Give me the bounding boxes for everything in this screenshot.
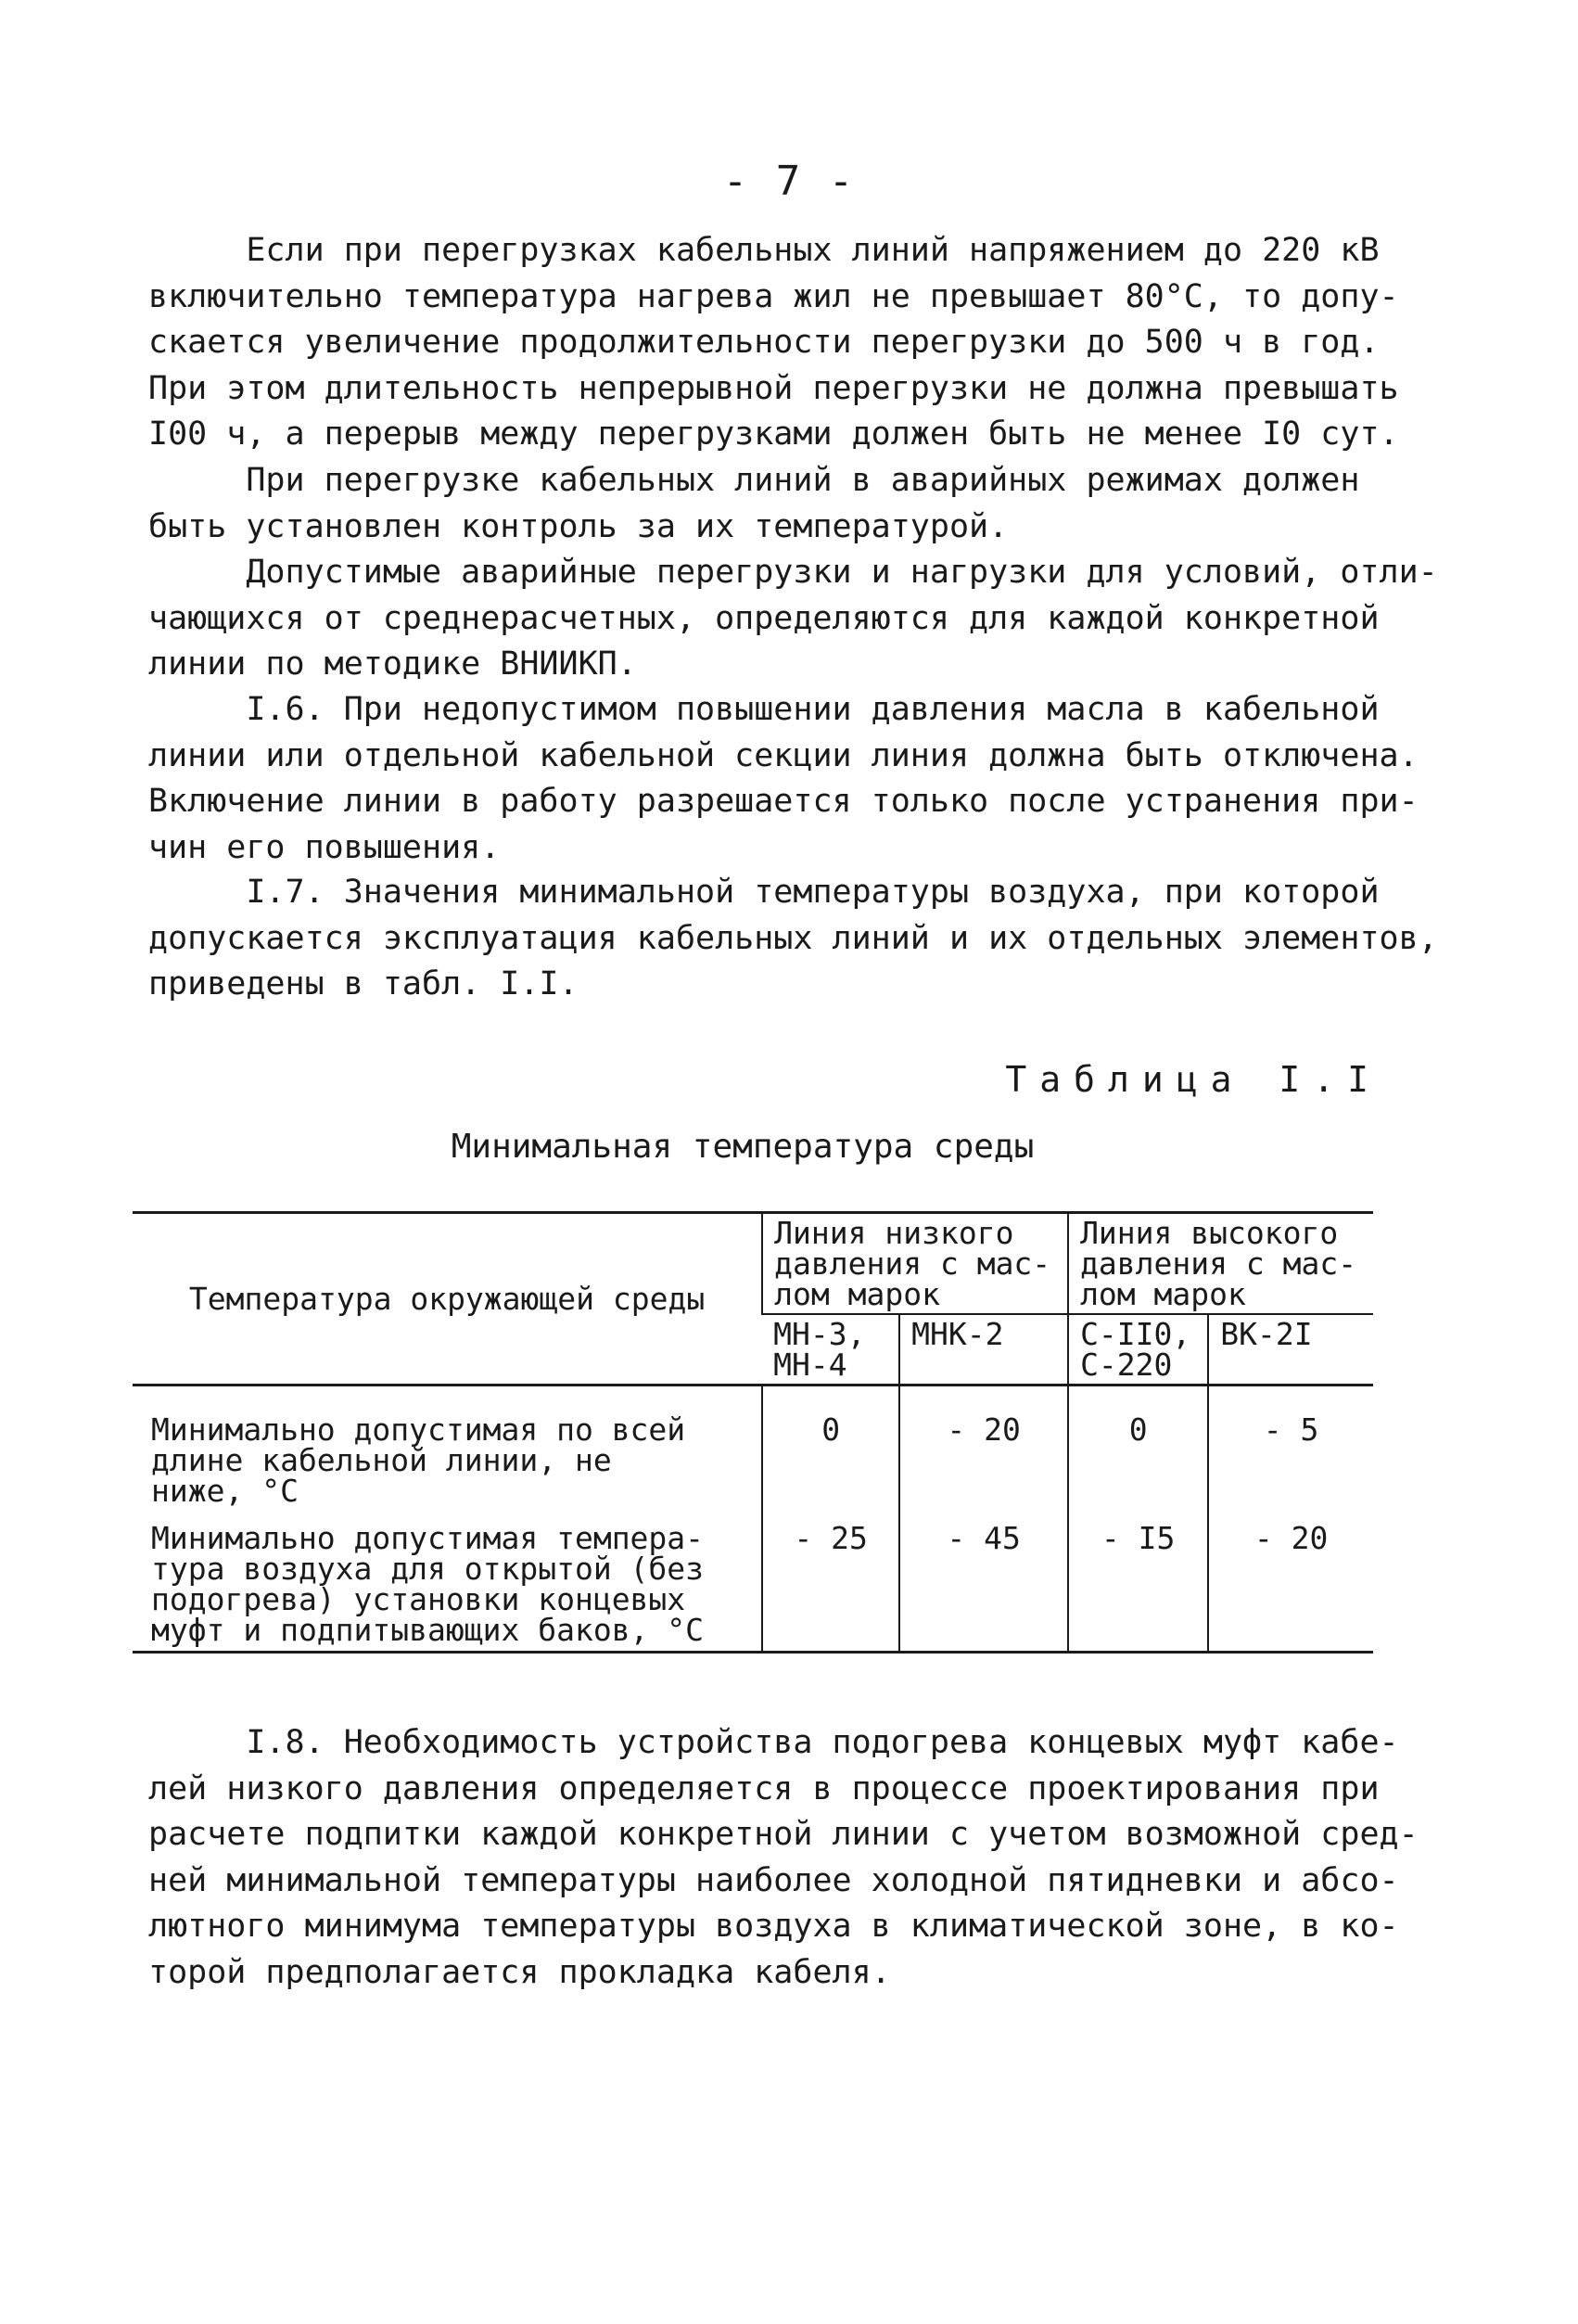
brand-header: МН-3, МН-4: [762, 1314, 899, 1385]
table-row: [133, 1385, 1373, 1513]
table-cell: - 45: [899, 1512, 1068, 1653]
table-label: Таблица I.I: [1005, 1059, 1381, 1100]
row-label: Минимально допустимая по всей длине кабельной линии, не ниже, °С: [151, 1411, 686, 1509]
table-cell: - 20: [1208, 1512, 1373, 1653]
paragraph-overload: Если при перегрузках кабельных линий напряжением до 220 кВ включительно температура нагрева жил не превышает 80°С, то допу- скается увеличение продолжительности перегрузки до 500 ч в год. При этом длительность непрерывной перегрузки не должна превышать I00 ч, а перерыв между перегрузками должен быть не менее I0 сут.: [148, 232, 1399, 453]
table-cell: - 20: [899, 1385, 1068, 1513]
paragraph-emergency-control: При перегрузке кабельных линий в аварийных режимах должен быть установлен контроль за их температурой.: [148, 462, 1360, 545]
table-cell: 0: [1068, 1385, 1208, 1513]
low-pressure-group-header: Линия низкого давления с мас- лом марок: [762, 1213, 1068, 1315]
paragraph-permissible-overloads: Допустимые аварийные перегрузки и нагрузки для условий, отли- чающихся от среднерасчетных, определяются для каждой конкретной линии по методике ВНИИКП.: [148, 554, 1438, 683]
paragraph-section-1-8: I.8. Необходимость устройства подогрева концевых муфт кабе- лей низкого давления определяется в процессе проектирования при расчете подпитки каждой конкретной линии с учетом возможной сред- ней минимальной температуры наиболее холодной пятидневки и абсо- лютного минимума температуры воздуха в климатической зоне, в ко- торой предполагается прокладка кабеля.: [148, 1724, 1419, 1991]
brand-header: ВК-2I: [1208, 1314, 1373, 1385]
table-row: [133, 1512, 1373, 1653]
paragraph-section-1-6: I.6. При недопустимом повышении давления масла в кабельной линии или отдельной кабельной секции линия должна быть отключена. Включение линии в работу разрешается только после устранения при- чин его повышения.: [148, 691, 1419, 866]
table-cell: - 25: [762, 1512, 899, 1653]
page-number: - 7 -: [722, 158, 856, 205]
row-label: Минимально допустимая темпера- тура воздуха для открытой (без подогрева) установки концевых муфт и подпитывающих баков, °С: [151, 1520, 705, 1648]
param-column-header: Температура окружающей среды: [133, 1213, 762, 1385]
table-cell: - 5: [1208, 1385, 1373, 1513]
high-pressure-group-header: Линия высокого давления с мас- лом марок: [1068, 1213, 1373, 1315]
min-temperature-table: [133, 1211, 1373, 1654]
brand-header: С-II0, С-220: [1068, 1314, 1208, 1385]
paragraph-section-1-7: I.7. Значения минимальной температуры воздуха, при которой допускается эксплуатация кабельных линий и их отдельных элементов, приведены в табл. I.I.: [148, 874, 1438, 1002]
table-title: Минимальная температура среды: [451, 1128, 1035, 1166]
table-cell: - I5: [1068, 1512, 1208, 1653]
table-cell: 0: [762, 1385, 899, 1513]
brand-header: МНК-2: [899, 1314, 1068, 1385]
